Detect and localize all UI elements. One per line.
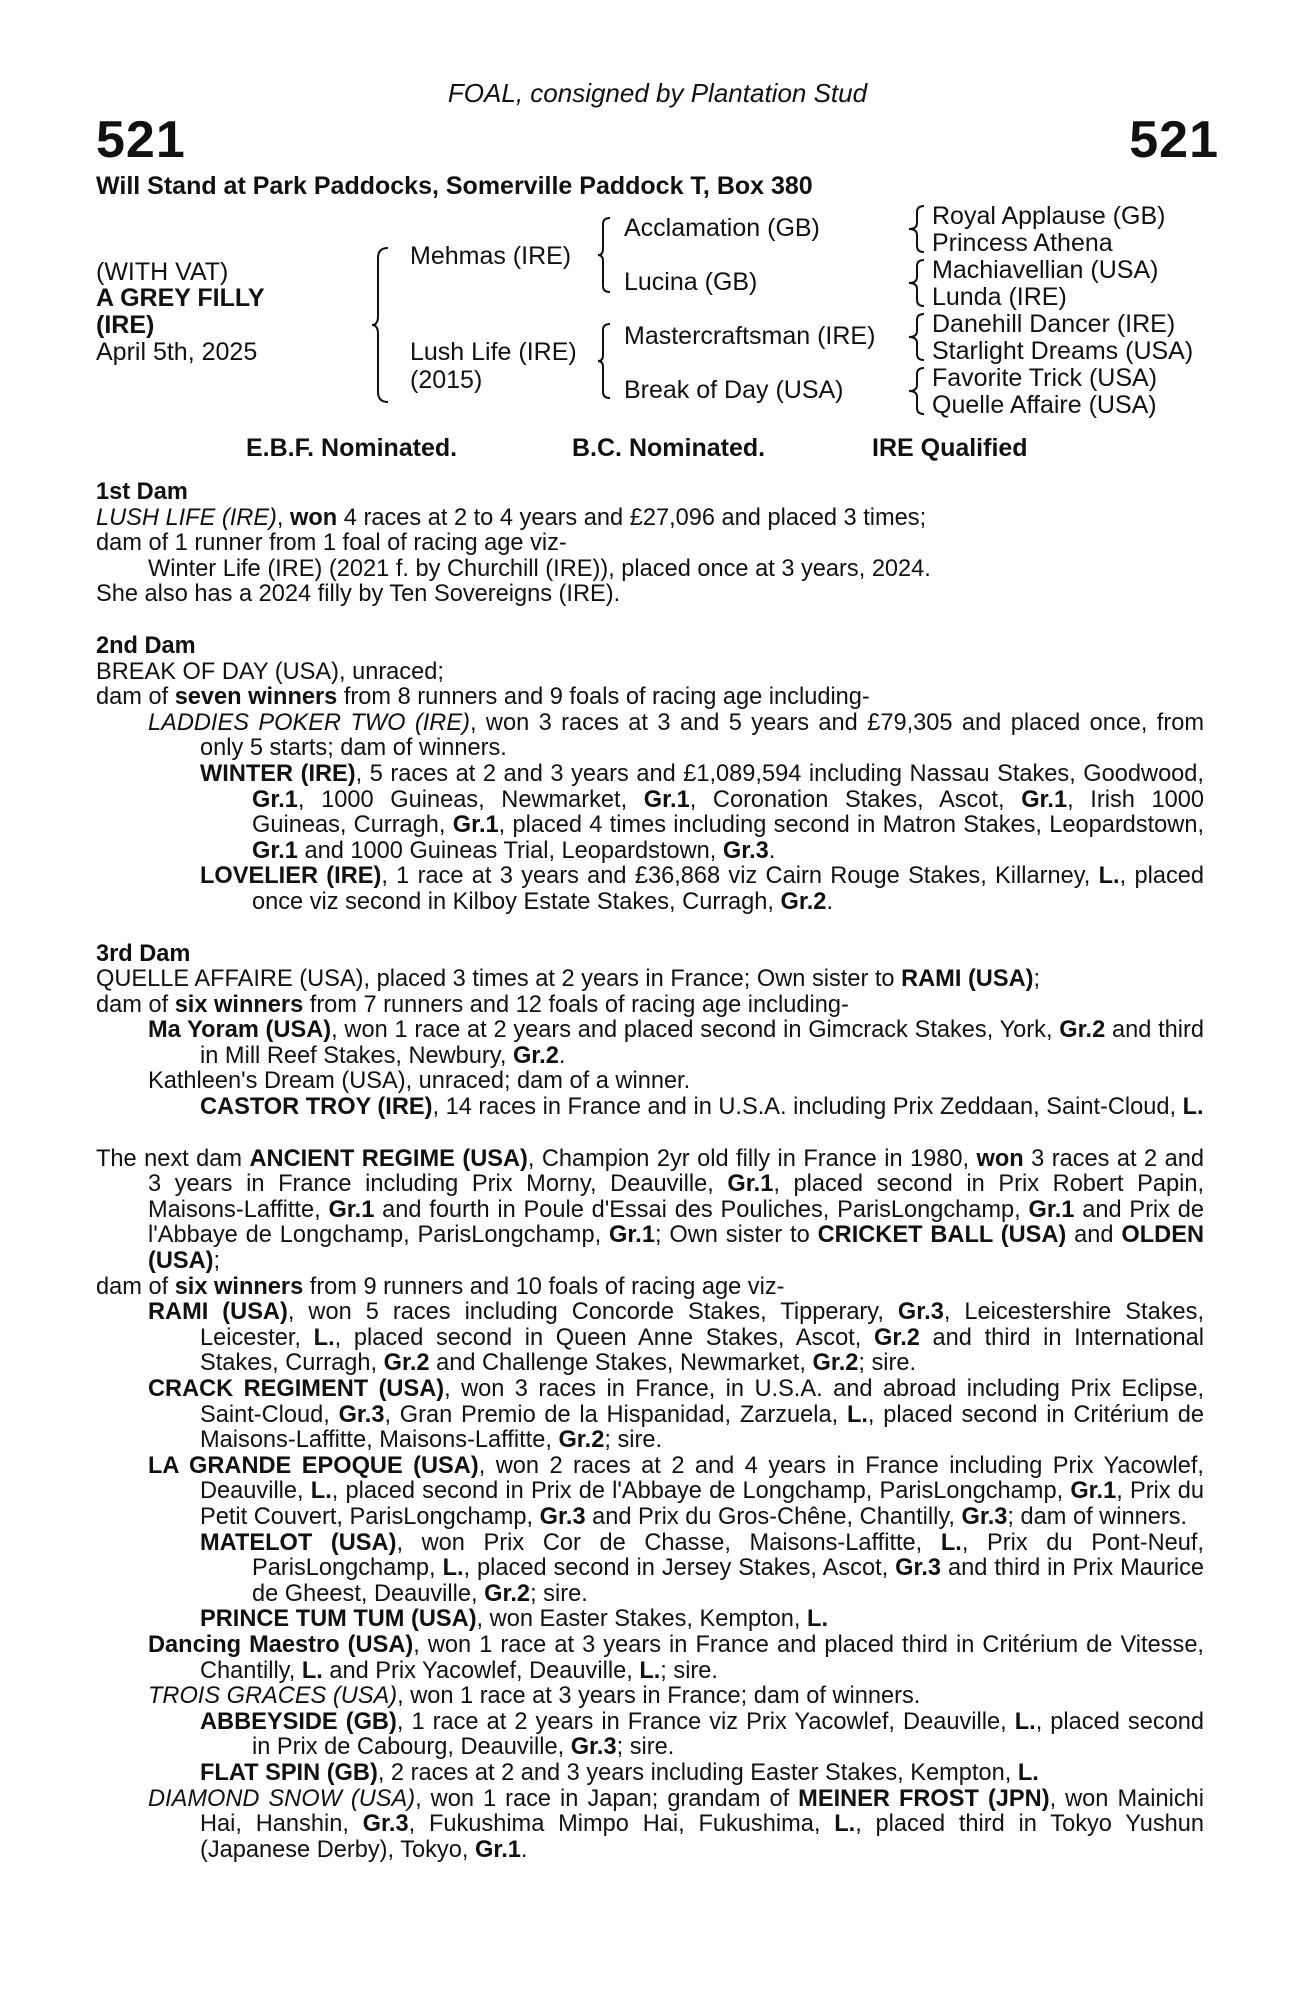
brace-gen3-1	[906, 204, 930, 254]
produce-entry: TROIS GRACES (USA), won 1 race at 3 years in France; dam of winners.	[148, 1683, 921, 1710]
brace-gen3-4	[906, 366, 930, 416]
produce-entry: MATELOT (USA), won Prix Cor de Chasse, Maisons-Laffitte, L., Prix du Pont-Neuf, ParisLongchamp, L., placed second in Jersey Stakes, Ascot, Gr.3 and third in Prix Maurice de Gheest, Deauville, Gr.2; sire.	[200, 1529, 1204, 1607]
produce-entry: CRACK REGIMENT (USA), won 3 races in France, in U.S.A. and abroad including Prix Eclipse, Saint-Cloud, Gr.3, Gran Premio de la Hispanidad, Zarzuela, L., placed second in Critérium de Maisons-Laffitte, Maisons-Laffitte, Gr.2; sire.	[148, 1376, 1205, 1454]
produce-entry: WINTER (IRE), 5 races at 2 and 3 years and £1,089,594 including Nassau Stakes, Goodwood, Gr.1, 1000 Guineas, Newmarket, Gr.1, Coronation Stakes, Ascot, Gr.1, Irish 1000 Guineas, Curragh, Gr.1, placed 4 times including second in Matron Stakes, Leopardstown, Gr.1 and 1000 Guineas Trial, Leopardstown, Gr.3.	[200, 760, 1204, 864]
second-dam-section: 2nd Dam BREAK OF DAY (USA), unraced; dam of seven winners from 8 runners and 9 foals of racing age including- LADDIES POKER TWO (IRE), won 3 races at 3 and 5 years and £79,305 and placed once, from only 5 starts; dam of winners. WINTER (IRE), 5 races at 2 and 3 years and £1,089,594 including Nassau Stakes, Goodwood, Gr.1, 1000 Guineas, Newmarket, Gr.1, Coronation Stakes, Ascot, Gr.1, Irish 1000 Guineas, Curragh, Gr.1, placed 4 times including second in Matron Stakes, Leopardstown, Gr.1 and 1000 Guineas Trial, Leopardstown, Gr.3. LOVELIER (IRE), 1 race at 3 years and £36,868 viz Cairn Rouge Stakes, Killarney, L., placed once viz second in Kilboy Estate Stakes, Curragh, Gr.2.	[96, 632, 1204, 915]
produce-entry: Kathleen's Dream (USA), unraced; dam of a winner.	[148, 1068, 691, 1095]
stand-location: Will Stand at Park Paddocks, Somerville Paddock T, Box 380	[96, 172, 813, 200]
dam-sire: Mastercraftsman (IRE)	[624, 322, 876, 350]
produce-entry: LADDIES POKER TWO (IRE), won 3 races at 3 and 5 years and £79,305 and placed once, from only 5 starts; dam of winners.	[148, 709, 1204, 762]
sdd: Lunda (IRE)	[932, 283, 1067, 311]
catalogue-body	[96, 480, 1204, 1863]
horse-description: A GREY FILLY	[96, 284, 265, 312]
produce-record: Winter Life (IRE) (2021 f. by Churchill (IRE)), placed once at 3 years, 2024.	[148, 555, 931, 582]
dam-name: LUSH LIFE (IRE)	[96, 504, 277, 531]
bc-flag: B.C. Nominated.	[572, 434, 766, 462]
brace-gen3-2	[906, 258, 930, 308]
consignment-line: FOAL, consigned by Plantation Stud	[447, 78, 868, 108]
dam: Lush Life (IRE)	[410, 338, 577, 366]
produce-entry: CASTOR TROY (IRE), 14 races in France and in U.S.A. including Prix Zeddaan, Saint-Cloud, L.	[200, 1094, 1204, 1121]
foaling-date: April 5th, 2025	[96, 338, 258, 366]
ire-flag: IRE Qualified	[872, 434, 1028, 462]
sss: Royal Applause (GB)	[932, 202, 1166, 230]
sds: Machiavellian (USA)	[932, 256, 1159, 284]
next-dam-section: The next dam ANCIENT REGIME (USA), Champion 2yr old filly in France in 1980, won 3 races at 2 and 3 years in France including Prix Morny, Deauville, Gr.1, placed second in Prix Robert Papin, Maisons-Laffitte, Gr.1 and fourth in Poule d'Essai des Pouliches, ParisLongchamp, Gr.1 and Prix de l'Abbaye de Longchamp, ParisLongchamp, Gr.1; Own sister to CRICKET BALL (USA) and OLDEN (USA); dam of six winners from 9 runners and 10 foals of racing age viz- RAMI (USA), won 5 races including Concorde Stakes, Tipperary, Gr.3, Leicestershire Stakes, Leicester, L., placed second in Queen Anne Stakes, Ascot, Gr.2 and third in International Stakes, Curragh, Gr.2 and Challenge Stakes, Newmarket, Gr.2; sire. CRACK REGIMENT (USA), won 3 races in France, in U.S.A. and abroad including Prix Eclipse, Saint-Cloud, Gr.3, Gran Premio de la Hispanidad, Zarzuela, L., placed second in Critérium de Maisons-Laffitte, Maisons-Laffitte, Gr.2; sire. LA GRANDE EPOQUE (USA), won 2 races at 2 and 4 years in France including Prix Yacowlef, Deauville, L., placed second in Prix de l'Abbaye de Longchamp, ParisLongchamp, Gr.1, Prix du Petit Couvert, ParisLongchamp, Gr.3 and Prix du Gros-Chêne, Chantilly, Gr.3; dam of winners. MATELOT (USA), won Prix Cor de Chasse, Maisons-Laffitte, L., Prix du Pont-Neuf, ParisLongchamp, L., placed second in Jersey Stakes, Ascot, Gr.3 and third in Prix Maurice de Gheest, Deauville, Gr.2; sire. PRINCE TUM TUM (USA), won Easter Stakes, Kempton, L. Dancing Maestro (USA), won 1 race at 3 years in France and placed third in Critérium de Vitesse, Chantilly, L. and Prix Yacowlef, Deauville, L.; sire. TROIS GRACES (USA), won 1 race at 3 years in France; dam of winners. ABBEYSIDE (GB), 1 race at 2 years in France viz Prix Yacowlef, Deauville, L., placed second in Prix de Cabourg, Deauville, Gr.3; sire. FLAT SPIN (GB), 2 races at 2 and 3 years including Easter Stakes, Kempton, L. DIAMOND SNOW (USA), won 1 race in Japan; grandam of MEINER FROST (JPN), won Mainichi Hai, Hanshin, Gr.3, Fukushima Mimpo Hai, Fukushima, L., placed third in Tokyo Yushun (Japanese Derby), Tokyo, Gr.1.	[96, 1145, 1205, 1863]
dsd: Starlight Dreams (USA)	[932, 337, 1194, 365]
dss: Danehill Dancer (IRE)	[932, 310, 1176, 338]
horse-origin: (IRE)	[96, 311, 155, 339]
lot-number-left: 521	[96, 111, 186, 169]
sire: Mehmas (IRE)	[410, 242, 572, 270]
second-dam-heading: 2nd Dam	[96, 632, 196, 659]
first-dam-section: 1st Dam LUSH LIFE (IRE), won 4 races at 2 to 4 years and £27,096 and placed 3 times; dam of 1 runner from 1 foal of racing age viz- Winter Life (IRE) (2021 f. by Churchill (IRE)), placed once at 3 years, 2024. She also has a 2024 filly by Ten Sovereigns (IRE).	[96, 480, 1204, 608]
ssd: Princess Athena	[932, 229, 1113, 257]
produce-entry: Dancing Maestro (USA), won 1 race at 3 years in France and placed third in Critérium de Vitesse, Chantilly, L. and Prix Yacowlef, Deauville, L.; sire.	[148, 1631, 1204, 1684]
produce-entry: RAMI (USA), won 5 races including Concorde Stakes, Tipperary, Gr.3, Leicestershire Stakes, Leicester, L., placed second in Queen Anne Stakes, Ascot, Gr.2 and third in International Stakes, Curragh, Gr.2 and Challenge Stakes, Newmarket, Gr.2; sire.	[148, 1299, 1204, 1377]
third-dam-section: 3rd Dam QUELLE AFFAIRE (USA), placed 3 times at 2 years in France; Own sister to RAMI (USA); dam of six winners from 7 runners and 12 foals of racing age including- Ma Yoram (USA), won 1 race at 2 years and placed second in Gimcrack Stakes, York, Gr.2 and third in Mill Reef Stakes, Newbury, Gr.2. Kathleen's Dream (USA), unraced; dam of a winner. CASTOR TROY (IRE), 14 races in France and in U.S.A. including Prix Zeddaan, Saint-Cloud, L.	[96, 940, 1204, 1121]
sire-dam: Lucina (GB)	[624, 268, 758, 296]
lot-number-right: 521	[1129, 111, 1219, 169]
dds: Favorite Trick (USA)	[932, 364, 1158, 392]
sire-dam-brace	[370, 246, 394, 404]
dam-parents-brace	[596, 322, 616, 400]
ebf-flag: E.B.F. Nominated.	[246, 434, 458, 462]
produce-entry: LOVELIER (IRE), 1 race at 3 years and £36,868 viz Cairn Rouge Stakes, Killarney, L., placed once viz second in Kilboy Estate Stakes, Curragh, Gr.2.	[200, 863, 1204, 915]
dam-year: (2015)	[410, 366, 483, 394]
vat-note: (WITH VAT)	[96, 258, 229, 286]
produce-entry: FLAT SPIN (GB), 2 races at 2 and 3 years including Easter Stakes, Kempton, L.	[200, 1759, 1039, 1786]
pedigree-table	[0, 0, 1315, 440]
first-dam-heading: 1st Dam	[96, 479, 188, 505]
sire-sire: Acclamation (GB)	[624, 214, 820, 242]
produce-entry: LA GRANDE EPOQUE (USA), won 2 races at 2 and 4 years in France including Prix Yacowlef, Deauville, L., placed second in Prix de l'Abbaye de Longchamp, ParisLongchamp, Gr.1, Prix du Petit Couvert, ParisLongchamp, Gr.3 and Prix du Gros-Chêne, Chantilly, Gr.3; dam of winners.	[148, 1452, 1204, 1530]
dam-dam: Break of Day (USA)	[624, 376, 844, 404]
produce-entry: PRINCE TUM TUM (USA), won Easter Stakes, Kempton, L.	[200, 1606, 828, 1633]
sire-parents-brace	[596, 216, 616, 294]
produce-entry: ABBEYSIDE (GB), 1 race at 2 years in France viz Prix Yacowlef, Deauville, L., placed second in Prix de Cabourg, Deauville, Gr.3; sire.	[200, 1708, 1204, 1761]
produce-entry: Ma Yoram (USA), won 1 race at 2 years and placed second in Gimcrack Stakes, York, Gr.2 and third in Mill Reef Stakes, Newbury, Gr.2.	[148, 1017, 1204, 1069]
brace-gen3-3	[906, 312, 930, 362]
produce-entry: DIAMOND SNOW (USA), won 1 race in Japan; grandam of MEINER FROST (JPN), won Mainichi Hai, Hanshin, Gr.3, Fukushima Mimpo Hai, Fukushima, L., placed third in Tokyo Yushun (Japanese Derby), Tokyo, Gr.1.	[148, 1785, 1205, 1863]
third-dam-heading: 3rd Dam	[96, 940, 191, 967]
ddd: Quelle Affaire (USA)	[932, 391, 1157, 419]
